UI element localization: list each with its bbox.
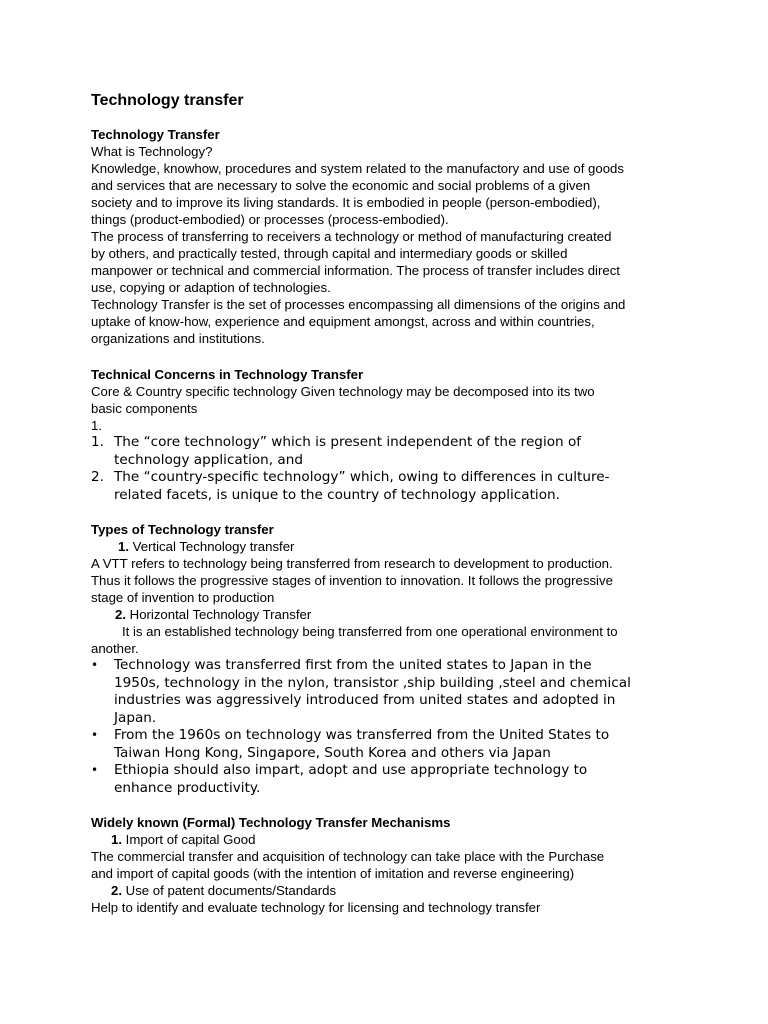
subsection-number: 2. <box>115 607 126 622</box>
paragraph-line: another. <box>91 641 139 656</box>
paragraph-line: 1. <box>91 418 102 433</box>
list-number: 2. <box>91 469 104 485</box>
bullet-line: industries was aggressively introduced from united states and adopted in <box>114 692 616 708</box>
paragraph-line: A VTT refers to technology being transferred from research to development to production. <box>91 556 613 571</box>
bullet-item <box>91 657 691 727</box>
section-types-of-transfer <box>91 521 691 657</box>
list-item <box>91 469 691 504</box>
paragraph-line: things (product-embodied) or processes (process-embodied). <box>91 212 449 227</box>
bullet-icon: • <box>91 763 99 777</box>
bullet-icon: • <box>91 658 99 672</box>
list-item <box>91 434 691 469</box>
numbered-list <box>91 434 691 504</box>
bullet-line: From the 1960s on technology was transferred from the United States to <box>114 727 610 743</box>
section-heading: Technology Transfer <box>91 127 220 142</box>
paragraph-line: manpower or technical and commercial information. The process of transfer includes direct <box>91 263 620 278</box>
paragraph-line: uptake of know-how, experience and equipment amongst, across and within countries, <box>91 314 595 329</box>
paragraph-line: and import of capital goods (with the intention of imitation and reverse engineering) <box>91 866 575 881</box>
paragraph-line: society and to improve its living standards. It is embodied in people (person-embodied), <box>91 195 601 210</box>
subsection-label: Vertical Technology transfer <box>129 539 295 554</box>
list-item-line: related facets, is unique to the country of technology application. <box>114 486 560 503</box>
subsection-label: Use of patent documents/Standards <box>122 883 337 898</box>
subsection-label: Import of capital Good <box>122 832 256 847</box>
list-number: 1. <box>91 434 104 450</box>
paragraph-line: by others, and practically tested, through capital and intermediary goods or skilled <box>91 246 568 261</box>
paragraph-line: use, copying or adaption of technologies. <box>91 280 331 295</box>
document-title: Technology transfer <box>91 92 244 109</box>
list-item-line: The “country-specific technology” which, owing to differences in culture- <box>114 469 610 485</box>
section-heading: Types of Technology transfer <box>91 522 274 537</box>
subsection-horizontal <box>91 606 691 623</box>
section-transfer-mechanisms <box>91 814 691 916</box>
bullet-item <box>91 727 691 762</box>
bullet-list <box>91 657 691 797</box>
section-technical-concerns <box>91 366 691 434</box>
paragraph-line: Thus it follows the progressive stages of invention to innovation. It follows the progressive <box>91 573 613 588</box>
section-heading: Widely known (Formal) Technology Transfer Mechanisms <box>91 815 451 830</box>
paragraph-line: What is Technology? <box>91 144 213 159</box>
subsection-number: 1. <box>118 539 129 554</box>
paragraph-line: Technology Transfer is the set of processes encompassing all dimensions of the origins and <box>91 297 626 312</box>
subsection-number: 2. <box>111 883 122 898</box>
subsection-label: Horizontal Technology Transfer <box>126 607 312 622</box>
subsection-vertical <box>91 538 691 555</box>
list-item-line: The “core technology” which is present independent of the region of <box>114 434 582 450</box>
paragraph-line: Core & Country specific technology Given technology may be decomposed into its two <box>91 384 595 399</box>
bullet-item <box>91 762 691 797</box>
bullet-icon: • <box>91 728 99 742</box>
list-item-line: technology application, and <box>114 451 304 468</box>
section-heading: Technical Concerns in Technology Transfer <box>91 367 364 382</box>
section-technology-transfer <box>91 126 691 347</box>
paragraph-line: The process of transferring to receivers a technology or method of manufacturing created <box>91 229 612 244</box>
paragraph-line: organizations and institutions. <box>91 331 265 346</box>
paragraph-line: and services that are necessary to solve the economic and social problems of a given <box>91 178 591 193</box>
subsection-import <box>91 831 691 848</box>
bullet-line: Technology was transferred first from the united states to Japan in the <box>114 657 592 673</box>
subsection-patents <box>91 882 691 899</box>
bullet-line: Ethiopia should also impart, adopt and use appropriate technology to <box>114 762 588 778</box>
bullet-line: Japan. <box>114 709 157 726</box>
paragraph-line: Knowledge, knowhow, procedures and system related to the manufactory and use of goods <box>91 161 624 176</box>
paragraph-line: stage of invention to production <box>91 590 275 605</box>
bullet-line: 1950s, technology in the nylon, transistor ,ship building ,steel and chemical <box>114 674 631 691</box>
bullet-line: Taiwan Hong Kong, Singapore, South Korea and others via Japan <box>114 744 551 761</box>
paragraph-line: basic components <box>91 401 198 416</box>
bullet-line: enhance productivity. <box>114 779 261 796</box>
paragraph-line: It is an established technology being transferred from one operational environment to <box>122 624 618 639</box>
subsection-number: 1. <box>111 832 122 847</box>
paragraph-line: Help to identify and evaluate technology for licensing and technology transfer <box>91 900 541 915</box>
paragraph-line: The commercial transfer and acquisition of technology can take place with the Purchase <box>91 849 605 864</box>
